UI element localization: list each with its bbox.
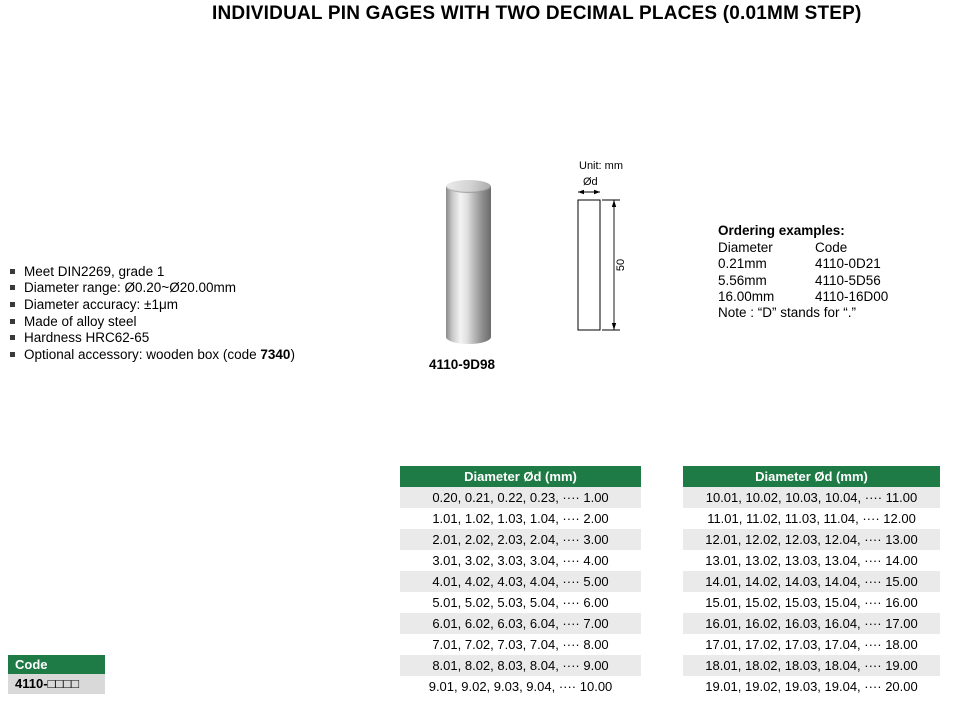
feature-item	[10, 329, 295, 346]
table-row: 6.01, 6.02, 6.03, 6.04, ···· 7.00	[400, 613, 641, 634]
table-row: 0.20, 0.21, 0.22, 0.23, ···· 1.00	[400, 487, 641, 508]
code-block	[8, 655, 105, 694]
table-row: 18.01, 18.02, 18.03, 18.04, ···· 19.00	[683, 655, 940, 676]
height-dimension-label: 50	[615, 258, 627, 272]
page-title: INDIVIDUAL PIN GAGES WITH TWO DECIMAL PLACES (0.01MM STEP)	[212, 3, 862, 24]
feature-item	[10, 296, 295, 313]
table-row: 11.01, 11.02, 11.03, 11.04, ···· 12.00	[683, 508, 940, 529]
arrow-left-icon	[578, 190, 584, 194]
table-row: 12.01, 12.02, 12.03, 12.04, ···· 13.00	[683, 529, 940, 550]
diameter-symbol-label: Ød	[583, 176, 598, 188]
feature-item	[10, 313, 295, 330]
table-row: 13.01, 13.02, 13.03, 13.04, ···· 14.00	[683, 550, 940, 571]
dimension-drawing	[556, 155, 681, 345]
table-row: 10.01, 10.02, 10.03, 10.04, ···· 11.00	[683, 487, 940, 508]
bullet-square-icon	[10, 335, 15, 340]
ordering-diameter: 16.00mm	[718, 288, 775, 304]
ordering-col-code: Code	[815, 240, 848, 255]
pin-gage-photo	[446, 180, 491, 345]
table-row: 2.01, 2.02, 2.03, 2.04, ···· 3.00	[400, 529, 641, 550]
table-row: 7.01, 7.02, 7.03, 7.04, ···· 8.00	[400, 634, 641, 655]
bullet-square-icon	[10, 302, 15, 307]
table-header: Diameter Ød (mm)	[683, 466, 940, 487]
table-row: 3.01, 3.02, 3.03, 3.04, ···· 4.00	[400, 550, 641, 571]
feature-optional-prefix: Optional accessory: wooden box (code	[24, 346, 261, 362]
diameter-table-right	[683, 466, 940, 697]
feature-text	[24, 347, 295, 362]
pin-top-face	[446, 180, 491, 193]
bullet-square-icon	[10, 352, 15, 357]
feature-text: Made of alloy steel	[24, 313, 137, 329]
diameter-table-left	[400, 466, 641, 697]
feature-item	[10, 280, 295, 297]
feature-item	[10, 346, 295, 363]
ordering-note: Note : “D” stands for “.”	[718, 305, 857, 321]
ordering-code: 4110-0D21	[815, 256, 881, 272]
arrow-right-icon	[594, 190, 600, 194]
unit-label: Unit: mm	[579, 160, 623, 172]
table-row: 9.01, 9.02, 9.03, 9.04, ···· 10.00	[400, 676, 641, 697]
feature-text: Diameter accuracy: ±1μm	[24, 296, 178, 312]
table-row: 19.01, 19.02, 19.03, 19.04, ···· 20.00	[683, 676, 940, 697]
feature-text: Meet DIN2269, grade 1	[24, 263, 165, 279]
pin-model-label: 4110-9D98	[429, 357, 496, 372]
table-row: 16.01, 16.02, 16.03, 16.04, ···· 17.00	[683, 613, 940, 634]
code-block-value: 4110-□□□□	[8, 674, 105, 694]
table-row: 4.01, 4.02, 4.03, 4.04, ···· 5.00	[400, 571, 641, 592]
feature-item	[10, 263, 295, 280]
table-row: 5.01, 5.02, 5.03, 5.04, ···· 6.00	[400, 592, 641, 613]
table-row: 1.01, 1.02, 1.03, 1.04, ···· 2.00	[400, 508, 641, 529]
arrow-up-icon	[612, 200, 616, 207]
ordering-diameter: 0.21mm	[718, 256, 767, 272]
pin-body	[446, 186, 491, 344]
ordering-code: 4110-16D00	[815, 288, 889, 304]
ordering-diameter: 5.56mm	[718, 272, 767, 288]
ordering-examples	[718, 223, 888, 321]
feature-optional-code: 7340	[260, 346, 291, 362]
bullet-square-icon	[10, 269, 15, 274]
bullet-square-icon	[10, 319, 15, 324]
table-header: Diameter Ød (mm)	[400, 466, 641, 487]
ordering-table	[718, 240, 888, 305]
table-row: 14.01, 14.02, 14.03, 14.04, ···· 15.00	[683, 571, 940, 592]
feature-list	[10, 263, 295, 363]
pin-outline-rect	[578, 200, 600, 330]
ordering-title: Ordering examples:	[718, 223, 845, 238]
code-block-header: Code	[8, 655, 105, 674]
table-row: 17.01, 17.02, 17.03, 17.04, ···· 18.00	[683, 634, 940, 655]
ordering-code: 4110-5D56	[815, 272, 881, 288]
table-row: 15.01, 15.02, 15.03, 15.04, ···· 16.00	[683, 592, 940, 613]
arrow-down-icon	[612, 323, 616, 330]
feature-optional-suffix: )	[290, 346, 295, 362]
ordering-col-diameter: Diameter	[718, 240, 773, 255]
feature-text: Hardness HRC62-65	[24, 330, 150, 346]
bullet-square-icon	[10, 285, 15, 290]
table-row: 8.01, 8.02, 8.03, 8.04, ···· 9.00	[400, 655, 641, 676]
feature-text: Diameter range: Ø0.20~Ø20.00mm	[24, 280, 236, 296]
